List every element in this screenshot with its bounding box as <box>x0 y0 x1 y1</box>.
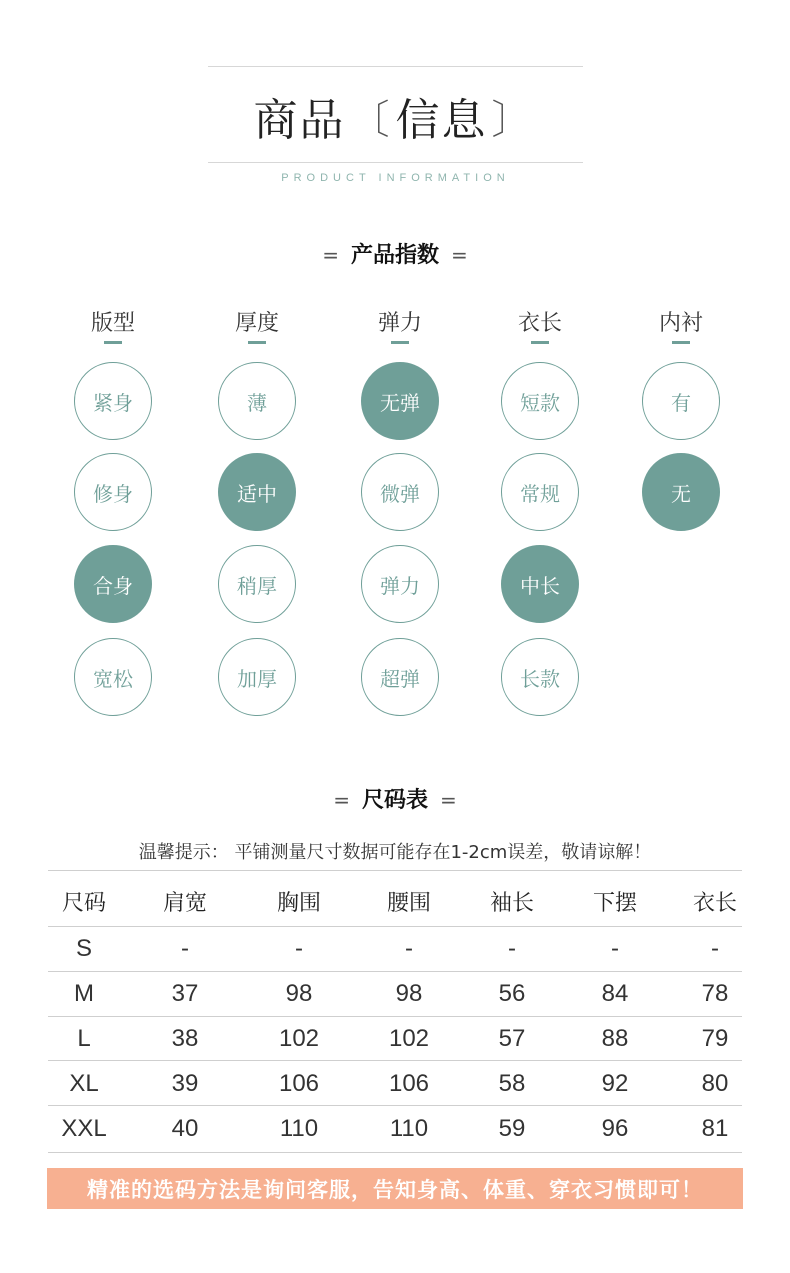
table-rule <box>48 926 742 927</box>
index-option: 超弹 <box>361 638 439 716</box>
index-title-text: 产品指数 <box>350 243 439 268</box>
index-column-title: 弹力 <box>377 311 422 336</box>
table-cell: 110 <box>279 1115 319 1142</box>
index-column-title: 版型 <box>90 311 135 336</box>
table-header-cell: 腰围 <box>386 891 431 916</box>
table-cell: XXL <box>61 1115 107 1142</box>
table-header-cell: 尺码 <box>61 891 106 916</box>
index-column-underline <box>248 341 266 344</box>
table-cell: - <box>295 935 303 962</box>
table-cell: 98 <box>395 980 423 1007</box>
table-header-cell: 衣长 <box>692 891 737 916</box>
table-cell: 88 <box>601 1025 629 1052</box>
table-cell: 56 <box>498 980 526 1007</box>
table-cell: L <box>77 1025 91 1052</box>
table-cell: XL <box>69 1070 99 1097</box>
index-option-selected: 中长 <box>501 545 579 623</box>
table-cell: 81 <box>701 1115 729 1142</box>
advice-banner: 精准的选码方法是询问客服，告知身高、体重、穿衣习惯即可！ <box>47 1168 743 1209</box>
index-column-title: 厚度 <box>234 311 279 336</box>
table-cell: 110 <box>389 1115 429 1142</box>
index-option: 短款 <box>501 362 579 440</box>
table-rule <box>48 1105 742 1106</box>
table-cell: 80 <box>701 1070 729 1097</box>
table-cell: - <box>181 935 189 962</box>
table-cell: 92 <box>601 1070 629 1097</box>
table-cell: 37 <box>171 980 199 1007</box>
header-bottom-rule <box>208 162 583 163</box>
index-column-underline <box>672 341 690 344</box>
title-left: 商品 <box>253 95 346 146</box>
table-cell: 78 <box>701 980 729 1007</box>
table-header-cell: 肩宽 <box>162 891 207 916</box>
table-rule <box>48 870 742 871</box>
table-cell: S <box>75 935 92 962</box>
table-cell: 102 <box>388 1025 430 1052</box>
table-rule <box>48 1152 742 1153</box>
header-top-rule <box>208 66 583 67</box>
table-cell: - <box>711 935 719 962</box>
table-cell: M <box>74 980 94 1007</box>
page-title <box>208 84 583 148</box>
table-cell: 40 <box>171 1115 199 1142</box>
table-rule <box>48 1016 742 1017</box>
table-cell: 57 <box>498 1025 526 1052</box>
table-cell: 96 <box>601 1115 629 1142</box>
table-cell: 59 <box>498 1115 526 1142</box>
index-option-selected: 合身 <box>74 545 152 623</box>
measurement-tip: 温馨提示： 平铺测量尺寸数据可能存在1-2cm误差，敬请谅解！ <box>138 842 652 863</box>
index-option: 修身 <box>74 453 152 531</box>
index-option: 常规 <box>501 453 579 531</box>
index-option: 加厚 <box>218 638 296 716</box>
index-option: 微弹 <box>361 453 439 531</box>
table-cell: 58 <box>498 1070 526 1097</box>
index-option: 宽松 <box>74 638 152 716</box>
table-rule <box>48 971 742 972</box>
table-cell: 79 <box>701 1025 729 1052</box>
index-option: 紧身 <box>74 362 152 440</box>
table-header-cell: 下摆 <box>592 891 637 916</box>
index-option: 稍厚 <box>218 545 296 623</box>
table-cell: 106 <box>388 1070 430 1097</box>
eq-left: = <box>333 788 350 812</box>
table-cell: 98 <box>285 980 313 1007</box>
index-column-underline <box>391 341 409 344</box>
eq-right: = <box>440 788 457 812</box>
index-option-selected: 无弹 <box>361 362 439 440</box>
index-column-title: 衣长 <box>517 311 562 336</box>
index-option-selected: 无 <box>642 453 720 531</box>
index-option: 弹力 <box>361 545 439 623</box>
eq-right: = <box>451 243 468 267</box>
table-cell: 106 <box>278 1070 320 1097</box>
size-section-title <box>0 783 790 814</box>
index-column-underline <box>104 341 122 344</box>
table-cell: 38 <box>171 1025 199 1052</box>
index-section-title <box>0 238 790 269</box>
index-option: 有 <box>642 362 720 440</box>
table-cell: - <box>405 935 413 962</box>
index-option-selected: 适中 <box>218 453 296 531</box>
eq-left: = <box>322 243 339 267</box>
title-right: 信息 <box>395 95 488 146</box>
index-column-underline <box>531 341 549 344</box>
page-subtitle: PRODUCT INFORMATION <box>281 172 510 184</box>
table-cell: 39 <box>171 1070 199 1097</box>
table-header-cell: 胸围 <box>276 891 321 916</box>
table-cell: 84 <box>601 980 629 1007</box>
size-title-text: 尺码表 <box>361 788 428 813</box>
table-cell: - <box>611 935 619 962</box>
table-cell: - <box>508 935 516 962</box>
table-rule <box>48 1060 742 1061</box>
bracket-close: 〕 <box>491 96 534 143</box>
table-header-cell: 袖长 <box>489 891 534 916</box>
index-option: 长款 <box>501 638 579 716</box>
bracket-open: 〔 <box>349 96 392 143</box>
table-cell: 102 <box>278 1025 320 1052</box>
index-column-title: 内衬 <box>658 311 703 336</box>
index-option: 薄 <box>218 362 296 440</box>
